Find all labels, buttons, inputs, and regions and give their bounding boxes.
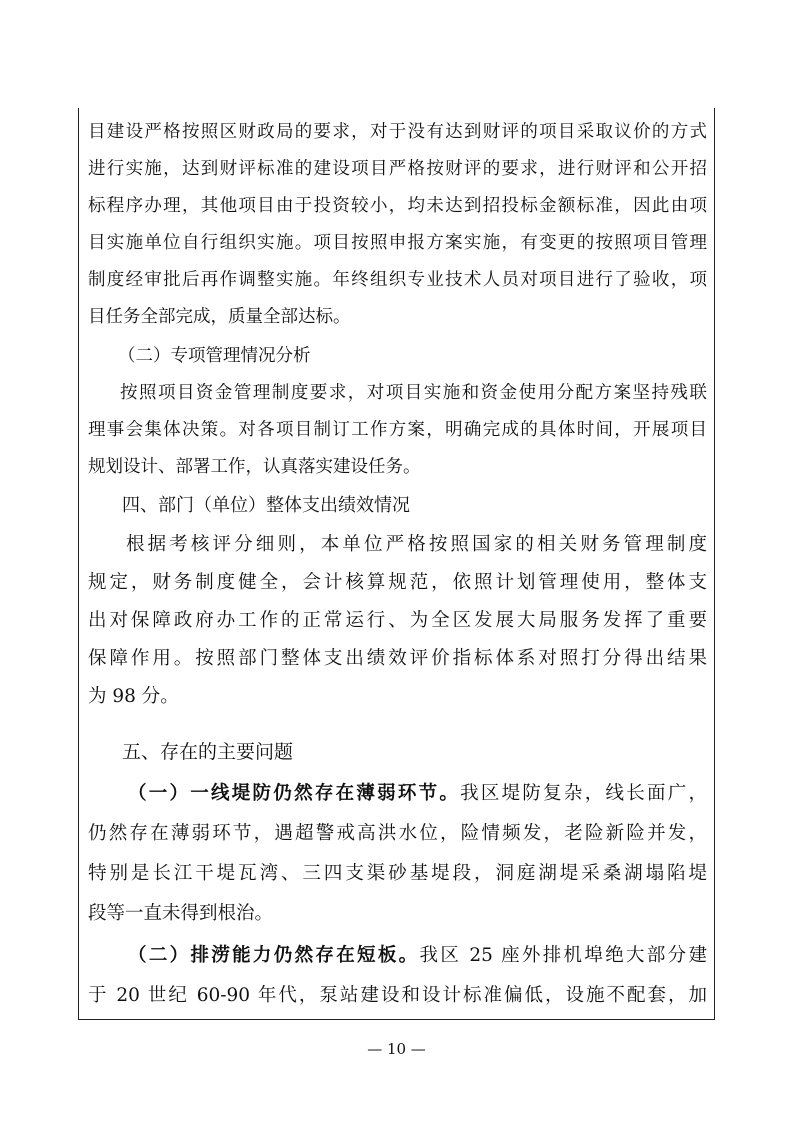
text-line: 于 20 世纪 60-90 年代，泵站建设和设计标准偏低，设施不配套，加	[88, 985, 707, 1006]
section-subheading: （二）专项管理情况分析	[118, 346, 311, 366]
issue-title: （二）排涝能力仍然存在短板。	[128, 945, 420, 966]
section-heading: 四、部门（单位）整体支出绩效情况	[122, 495, 410, 516]
issue-title: （一）一线堤防仍然存在薄弱环节。	[128, 783, 461, 804]
text-line: 为 98 分。	[88, 686, 179, 707]
text-line: 目建设严格按照区财政局的要求，对于没有达到财评的项目采取议价的方式	[88, 122, 707, 142]
issue-text: 我区 25 座外排机埠绝大部分建	[419, 945, 707, 966]
text-line: 目实施单位自行组织实施。项目按照申报方案实施，有变更的按照项目管理	[88, 233, 707, 253]
text-line: 保障作用。按照部门整体支出绩效评价指标体系对照打分得出结果	[88, 648, 707, 669]
text-line: 目任务全部完成，质量全部达标。	[88, 307, 351, 327]
text-line: 规划设计、部署工作，认真落实建设任务。	[88, 457, 421, 477]
text-line: 制度经审批后再作调整实施。年终组织专业技术人员对项目进行了验收，项	[88, 270, 707, 290]
text-line: 出对保障政府办工作的正常运行、为全区发展大局服务发挥了重要	[88, 610, 707, 631]
text-line: 进行实施，达到财评标准的建设项目严格按财评的要求，进行财评和公开招	[88, 159, 707, 179]
text-line: 理事会集体决策。对各项目制订工作方案，明确完成的具体时间，开展项目	[88, 420, 707, 440]
text-line: 仍然存在薄弱环节，遇超警戒高洪水位，险情频发，老险新险并发，	[88, 823, 707, 844]
text-line: 根据考核评分细则，本单位严格按照国家的相关财务管理制度	[126, 534, 707, 555]
issue-line	[128, 944, 707, 968]
page-number: — 10 —	[367, 1040, 426, 1058]
text-line: 标程序办理，其他项目由于投资较小，均未达到招投标金额标准，因此由项	[88, 196, 707, 216]
issue-text: 我区堤防复杂，线长面广，	[460, 783, 707, 804]
text-line: 特别是长江干堤瓦湾、三四支渠砂基堤段，洞庭湖堤采桑湖塌陷堤	[88, 863, 707, 884]
text-line: 段等一直未得到根治。	[88, 903, 274, 924]
text-line: 按照项目资金管理制度要求，对项目实施和资金使用分配方案坚持残联	[120, 383, 707, 403]
text-line: 规定，财务制度健全，会计核算规范，依照计划管理使用，整体支	[88, 572, 707, 593]
issue-line	[128, 782, 707, 806]
section-heading: 五、存在的主要问题	[122, 741, 294, 763]
